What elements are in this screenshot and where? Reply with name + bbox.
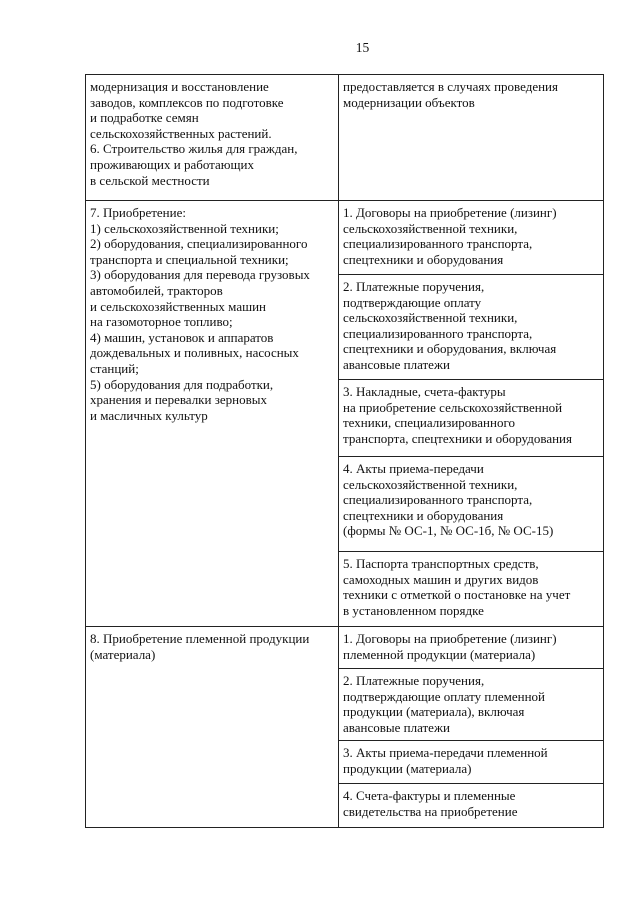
table-cell-documents: предоставляется в случаях проведения модернизации объектов <box>339 75 604 201</box>
table-cell-documents: 4. Акты приема-передачи сельскохозяйственной техники, специализированного транспорта, спецтехники и оборудования (формы № ОС-1, № ОС-1б, № ОС-15) <box>339 457 604 552</box>
table-cell-purpose: 7. Приобретение: 1) сельскохозяйственной техники; 2) оборудования, специализированного транспорта и специальной техники; 3) оборудования для перевода грузовых автомобилей, тракторов и сельскохозяйственных машин на газомоторное топливо; 4) машин, установок и аппаратов дождевальных и поливных, насосных станций; 5) оборудования для подработки, хранения и перевалки зерновых и масличных культур <box>86 201 339 627</box>
page-number: 15 <box>355 40 370 55</box>
table-row <box>86 75 604 201</box>
table-cell-documents: 2. Платежные поручения, подтверждающие оплату племенной продукции (материала), включая авансовые платежи <box>339 669 604 741</box>
table-cell-documents: 3. Накладные, счета-фактуры на приобретение сельскохозяйственной техники, специализированного транспорта, спецтехники и оборудования <box>339 380 604 457</box>
table-cell-documents: 4. Счета-фактуры и племенные свидетельства на приобретение <box>339 784 604 828</box>
table-row <box>86 627 604 669</box>
table-cell-documents: 5. Паспорта транспортных средств, самоходных машин и других видов техники с отметкой о постановке на учет в установленном порядке <box>339 552 604 627</box>
table-cell-documents: 3. Акты приема-передачи племенной продукции (материала) <box>339 741 604 784</box>
documents-table <box>85 74 604 828</box>
table-cell-documents: 2. Платежные поручения, подтверждающие оплату сельскохозяйственной техники, специализированного транспорта, спецтехники и оборудования, включая авансовые платежи <box>339 275 604 380</box>
table-cell-documents: 1. Договоры на приобретение (лизинг) сельскохозяйственной техники, специализированного транспорта, спецтехники и оборудования <box>339 201 604 275</box>
table-cell-purpose: модернизация и восстановление заводов, комплексов по подготовке и подработке семян сельскохозяйственных растений. 6. Строительство жилья для граждан, проживающих и работающих в сельской местности <box>86 75 339 201</box>
table-cell-documents: 1. Договоры на приобретение (лизинг) племенной продукции (материала) <box>339 627 604 669</box>
table-row <box>86 201 604 275</box>
table-cell-purpose: 8. Приобретение племенной продукции (материала) <box>86 627 339 828</box>
